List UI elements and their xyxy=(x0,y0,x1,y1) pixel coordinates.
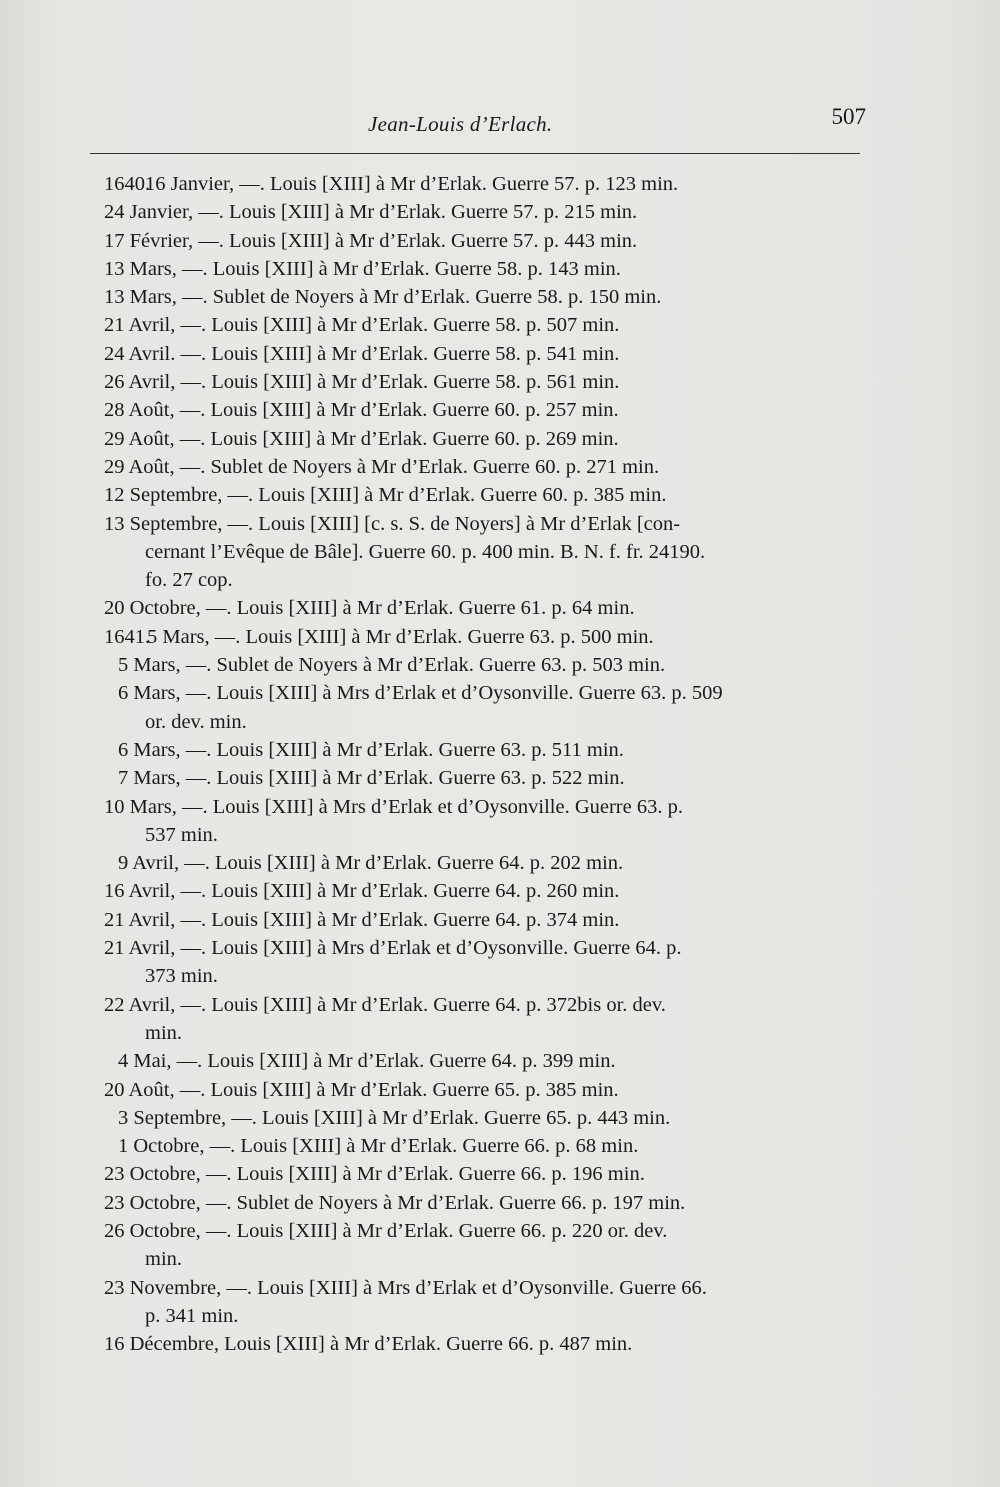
entry-text: 21 Avril, —. Louis [XIII] à Mr d’Erlak. Guerre 58. p. 507 min. xyxy=(104,314,620,337)
page-header xyxy=(90,100,870,150)
entry-text: 24 Janvier, —. Louis [XIII] à Mr d’Erlak. Guerre 57. p. 215 min. xyxy=(104,201,638,224)
entry-row xyxy=(0,453,1000,481)
entry-row xyxy=(0,651,1000,679)
entry-row xyxy=(0,1217,1000,1245)
entry-text: 23 Octobre, —. Sublet de Noyers à Mr d’Erlak. Guerre 66. p. 197 min. xyxy=(104,1191,686,1214)
entry-row xyxy=(0,198,1000,226)
entry-text: 29 Août, —. Sublet de Noyers à Mr d’Erlak. Guerre 60. p. 271 min. xyxy=(104,455,660,478)
entry-text: 26 Octobre, —. Louis [XIII] à Mr d’Erlak. Guerre 66. p. 220 or. dev. xyxy=(104,1219,668,1242)
entry-row xyxy=(0,764,1000,792)
entry-row xyxy=(0,1047,1000,1075)
entry-continuation-text: or. dev. min. xyxy=(145,710,247,733)
entry-text: 13 Mars, —. Louis [XIII] à Mr d’Erlak. Guerre 58. p. 143 min. xyxy=(104,257,621,280)
entry-text: 13 Septembre, —. Louis [XIII] [c. s. S. de Noyers] à Mr d’Erlak [con- xyxy=(104,512,681,535)
entry-row xyxy=(0,1132,1000,1160)
entry-continuation xyxy=(0,1019,1000,1047)
entry-text: 28 Août, —. Louis [XIII] à Mr d’Erlak. Guerre 60. p. 257 min. xyxy=(104,399,619,422)
entry-text: 23 Novembre, —. Louis [XIII] à Mrs d’Erlak et d’Oysonville. Guerre 66. xyxy=(104,1276,707,1299)
entry-row xyxy=(0,679,1000,707)
entry-row xyxy=(0,311,1000,339)
entry-row xyxy=(0,1076,1000,1104)
entry-text: 20 Août, —. Louis [XIII] à Mr d’Erlak. Guerre 65. p. 385 min. xyxy=(104,1078,619,1101)
entry-text: 24 Avril. —. Louis [XIII] à Mr d’Erlak. Guerre 58. p. 541 min. xyxy=(104,342,620,365)
entry-text: 23 Octobre, —. Louis [XIII] à Mr d’Erlak. Guerre 66. p. 196 min. xyxy=(104,1163,645,1186)
entry-text: 26 Avril, —. Louis [XIII] à Mr d’Erlak. Guerre 58. p. 561 min. xyxy=(104,371,620,394)
entry-text: 6 Mars, —. Louis [XIII] à Mrs d’Erlak et d’Oysonville. Guerre 63. p. 509 xyxy=(118,682,723,705)
entry-text: 17 Février, —. Louis [XIII] à Mr d’Erlak. Guerre 57. p. 443 min. xyxy=(104,229,638,252)
entry-row xyxy=(0,1160,1000,1188)
entry-continuation-text: 537 min. xyxy=(145,823,218,846)
entry-continuation-text: 373 min. xyxy=(145,965,218,988)
entry-text: 5 Mars, —. Louis [XIII] à Mr d’Erlak. Guerre 63. p. 500 min. xyxy=(147,625,654,648)
entry-continuation xyxy=(0,708,1000,736)
entry-text: 12 Septembre, —. Louis [XIII] à Mr d’Erlak. Guerre 60. p. 385 min. xyxy=(104,484,667,507)
entry-row xyxy=(0,736,1000,764)
entry-continuation xyxy=(0,962,1000,990)
entry-text: 16 Janvier, —. Louis [XIII] à Mr d’Erlak. Guerre 57. p. 123 min. xyxy=(145,173,679,195)
entry-text: 3 Septembre, —. Louis [XIII] à Mr d’Erlak. Guerre 65. p. 443 min. xyxy=(118,1106,671,1129)
entry-row xyxy=(0,396,1000,424)
entry-row xyxy=(0,1330,1000,1358)
entry-row xyxy=(0,934,1000,962)
running-title: Jean-Louis d’Erlach. xyxy=(368,112,553,136)
entry-text: 5 Mars, —. Sublet de Noyers à Mr d’Erlak. Guerre 63. p. 503 min. xyxy=(118,654,666,677)
entry-text: 4 Mai, —. Louis [XIII] à Mr d’Erlak. Guerre 64. p. 399 min. xyxy=(118,1050,616,1073)
entry-text: 7 Mars, —. Louis [XIII] à Mr d’Erlak. Guerre 63. p. 522 min. xyxy=(118,767,625,790)
entry-continuation xyxy=(0,538,1000,566)
entry-continuation-text: min. xyxy=(145,1248,183,1271)
entry-row xyxy=(0,877,1000,905)
header-rule xyxy=(90,153,860,154)
entry-row xyxy=(0,594,1000,622)
entry-row xyxy=(0,793,1000,821)
entry-row xyxy=(0,481,1000,509)
entry-row xyxy=(0,1189,1000,1217)
entry-row xyxy=(0,623,1000,651)
entry-year: 1640. xyxy=(104,173,151,195)
letter-list xyxy=(0,170,1000,1358)
entry-continuation-text: cernant l’Evêque de Bâle]. Guerre 60. p. 400 min. B. N. f. fr. 24190. xyxy=(145,540,706,563)
entry-row xyxy=(0,170,1000,198)
entry-text: 16 Décembre, Louis [XIII] à Mr d’Erlak. Guerre 66. p. 487 min. xyxy=(104,1333,633,1356)
entry-text: 29 Août, —. Louis [XIII] à Mr d’Erlak. Guerre 60. p. 269 min. xyxy=(104,427,619,450)
entry-continuation-text: p. 341 min. xyxy=(145,1304,239,1327)
entry-row xyxy=(0,1274,1000,1302)
entry-row xyxy=(0,425,1000,453)
entry-text: 1 Octobre, —. Louis [XIII] à Mr d’Erlak. Guerre 66. p. 68 min. xyxy=(118,1135,639,1158)
entry-row xyxy=(0,255,1000,283)
entry-row xyxy=(0,1104,1000,1132)
entry-row xyxy=(0,906,1000,934)
entry-text: 21 Avril, —. Louis [XIII] à Mr d’Erlak. Guerre 64. p. 374 min. xyxy=(104,908,620,931)
entry-continuation xyxy=(0,1245,1000,1273)
entry-continuation xyxy=(0,1302,1000,1330)
entry-continuation-text: fo. 27 cop. xyxy=(145,569,233,592)
entry-row xyxy=(0,510,1000,538)
entry-year: 1641. xyxy=(104,625,151,648)
entry-row xyxy=(0,283,1000,311)
entry-continuation xyxy=(0,566,1000,594)
entry-row xyxy=(0,340,1000,368)
entry-continuation-text: min. xyxy=(145,1021,183,1044)
entry-row xyxy=(0,991,1000,1019)
entry-text: 22 Avril, —. Louis [XIII] à Mr d’Erlak. Guerre 64. p. 372bis or. dev. xyxy=(104,993,666,1016)
entry-row xyxy=(0,368,1000,396)
entry-text: 9 Avril, —. Louis [XIII] à Mr d’Erlak. Guerre 64. p. 202 min. xyxy=(118,852,624,875)
entry-text: 6 Mars, —. Louis [XIII] à Mr d’Erlak. Guerre 63. p. 511 min. xyxy=(118,738,624,761)
entry-continuation xyxy=(0,821,1000,849)
entry-text: 13 Mars, —. Sublet de Noyers à Mr d’Erlak. Guerre 58. p. 150 min. xyxy=(104,286,662,309)
entry-text: 20 Octobre, —. Louis [XIII] à Mr d’Erlak. Guerre 61. p. 64 min. xyxy=(104,597,635,620)
entry-text: 16 Avril, —. Louis [XIII] à Mr d’Erlak. Guerre 64. p. 260 min. xyxy=(104,880,620,903)
entry-text: 21 Avril, —. Louis [XIII] à Mrs d’Erlak et d’Oysonville. Guerre 64. p. xyxy=(104,937,682,960)
entry-text: 10 Mars, —. Louis [XIII] à Mrs d’Erlak et d’Oysonville. Guerre 63. p. xyxy=(104,795,683,818)
page-number: 507 xyxy=(831,104,866,129)
entry-row xyxy=(0,227,1000,255)
entry-row xyxy=(0,849,1000,877)
